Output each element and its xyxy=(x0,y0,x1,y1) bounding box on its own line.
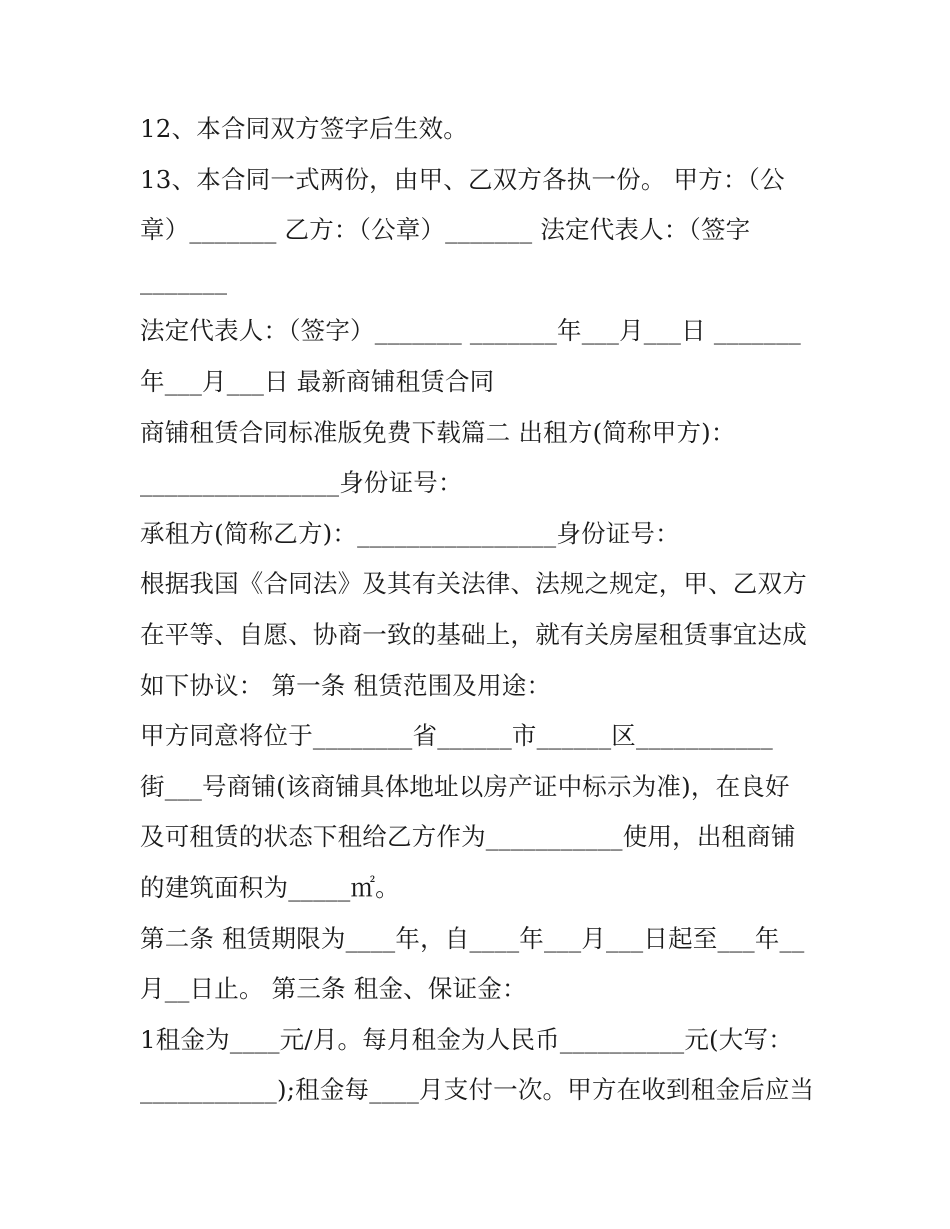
text-line: ___________);租金每____月支付一次。甲方在收到租金后应当 xyxy=(140,1075,815,1105)
text-line: 在平等、自愿、协商一致的基础上，就有关房屋租赁事宜达成 xyxy=(140,619,807,649)
text-line: 街___号商铺(该商铺具体地址以房产证中标示为准)，在良好 xyxy=(140,771,790,801)
text-line: 根据我国《合同法》及其有关法律、法规之规定，甲、乙双方 xyxy=(140,569,807,599)
text-line: 1租金为____元/月。每月租金为人民币__________元(大写： xyxy=(140,1024,793,1054)
text-line: 的建筑面积为_____㎡。 xyxy=(140,872,400,902)
text-line: 13、本合同一式两份，由甲、乙双方各执一份。 甲方：（公 xyxy=(140,164,785,194)
text-line: 承租方(简称乙方)：________________身份证号： xyxy=(140,518,680,548)
text-line: 12、本合同双方签字后生效。 xyxy=(140,114,468,143)
text-line: 章）_______ 乙方：（公章）_______ 法定代表人：（签字 xyxy=(140,215,751,245)
text-line: 第二条 租赁期限为____年，自____年___月___日起至___年__ xyxy=(140,923,805,953)
text-line: 月__日止。 第三条 租金、保证金： xyxy=(140,974,527,1004)
contract-text xyxy=(140,104,820,1116)
text-line: 法定代表人：（签字）_______ _______年___月___日 _______ xyxy=(140,316,801,346)
text-line: ________________身份证号： xyxy=(140,468,463,498)
text-line: _______ xyxy=(140,265,228,295)
text-line: 及可租赁的状态下租给乙方作为___________使用，出租商铺 xyxy=(140,822,796,852)
text-line: 年___月___日 最新商铺租赁合同 xyxy=(140,366,495,396)
text-line: 商铺租赁合同标准版免费下载篇二 出租方(简称甲方)： xyxy=(140,417,736,447)
text-line: 如下协议： 第一条 租赁范围及用途： xyxy=(140,670,552,700)
text-line: 甲方同意将位于________省______市______区___________ xyxy=(140,721,773,751)
